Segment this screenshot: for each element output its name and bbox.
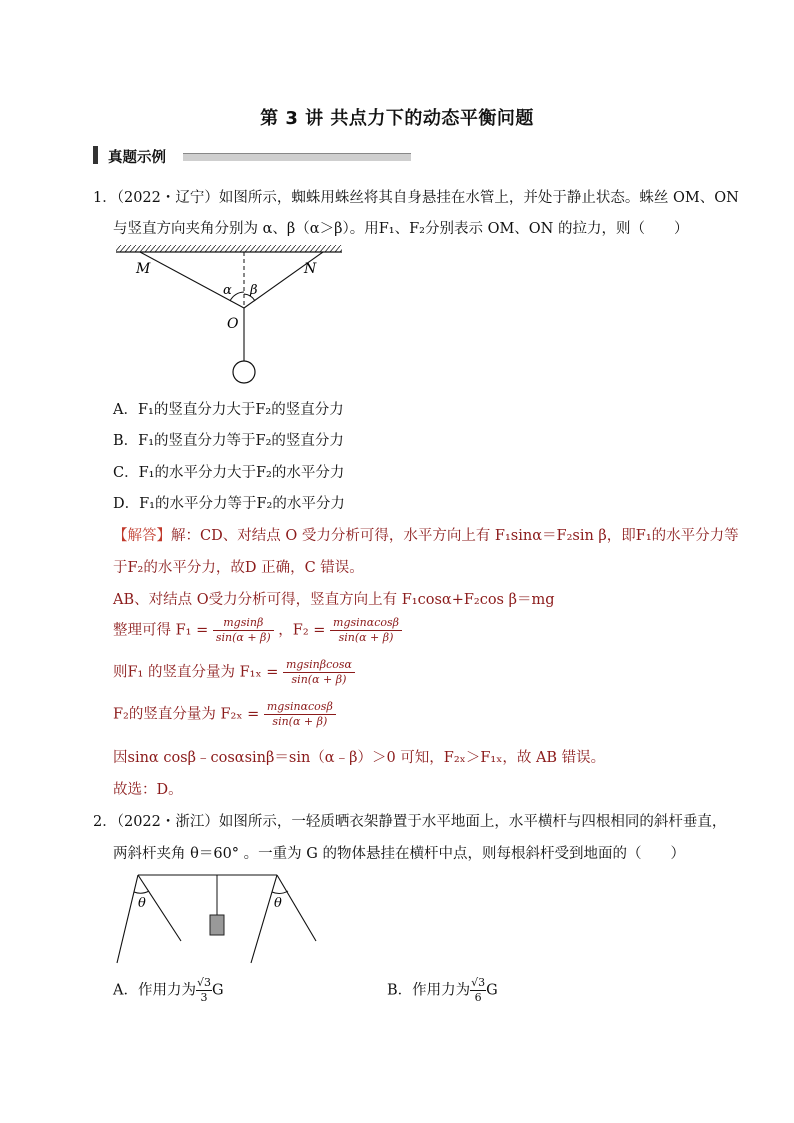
q1-answer-line1: 【解答】解：CD、对结点 O 受力分析可得，水平方向上有 F₁sinα＝F₂sin β，即F₁的水平分力等 (113, 528, 739, 544)
q2-option-a: A．作用力为 $\frac{√3}{3}$ G (113, 976, 224, 1004)
fraction-f1: $\frac{mgsin\beta}{\sin(\alpha + \beta)}$ (213, 616, 274, 645)
label-alpha: α (223, 283, 232, 298)
fraction-f2x: $\frac{mgsin\alpha\cos\beta}{\sin(\alpha + \beta)}$ (264, 700, 336, 729)
q1-answer-line6: F₂的竖直分量为 F₂ₓ = $\frac{mgsin\alpha\cos\beta}{\sin(\alpha + \beta)}$ (113, 700, 336, 729)
q2-stem-line1: 2．（2022・浙江）如图所示，一轻质晒衣架静置于水平地面上，水平横杆与四根相同的斜杆垂直， (93, 814, 727, 830)
q1-option-b: B．F₁的竖直分力等于F₂的竖直分力 (113, 433, 344, 449)
left-leg-outer (117, 875, 138, 963)
q1-option-c: C．F₁的水平分力大于F₂的水平分力 (113, 465, 345, 481)
right-theta-label: θ (274, 896, 282, 911)
section-label: 真题示例 (108, 150, 166, 166)
section-divider (183, 153, 411, 161)
q1-answer-line7: 因sinα cosβ﹣cosαsinβ＝sin（α﹣β）＞0 可知，F₂ₓ＞F₁ₓ，故 AB 错误。 (113, 750, 606, 766)
label-n: N (304, 261, 317, 277)
left-theta-label: θ (138, 896, 146, 911)
label-beta: β (250, 283, 258, 298)
alpha-arc (230, 292, 244, 301)
thread-om (140, 252, 244, 308)
q1-option-a: A．F₁的竖直分力大于F₂的竖直分力 (113, 402, 344, 418)
fraction-sqrt3-over-3: $\frac{√3}{3}$ (196, 976, 211, 1004)
q1-spider-figure (110, 240, 350, 390)
water-pipe (116, 245, 342, 252)
q2-option-b: B．作用力为 $\frac{√3}{6}$ G (387, 976, 498, 1004)
section-marker (93, 146, 98, 164)
hanging-weight (210, 915, 224, 935)
page-title: 第 3 讲 共点力下的动态平衡问题 (260, 108, 534, 129)
label-m: M (136, 261, 151, 277)
answer-tag: 【解答】 (113, 528, 171, 544)
left-theta-arc (134, 891, 149, 893)
q2-stem-line2: 两斜杆夹角 θ＝60° 。一重为 G 的物体悬挂在横杆中点，则每根斜杆受到地面的（ ） (113, 846, 685, 862)
q1-answer-line5: 则F₁ 的竖直分量为 F₁ₓ = $\frac{mgsin\beta\cos\alpha}{\sin(\alpha + \beta)}$ (113, 658, 355, 687)
right-leg-outer (251, 875, 277, 963)
right-theta-arc (272, 891, 288, 893)
fraction-f2: $\frac{mgsin\alpha\cos\beta}{\sin(\alpha + \beta)}$ (330, 616, 402, 645)
q1-stem-line2: 与竖直方向夹角分别为 α、β（α＞β）。用F₁、F₂分别表示 OM、ON 的拉力，则（ ） (113, 221, 689, 237)
q1-answer-line4: 整理可得 F₁ = $\frac{mgsin\beta}{\sin(\alpha + \beta)}$ ，F₂ = $\frac{mgsin\alpha\cos\beta}{\sin(\alpha + \beta)}$ (113, 616, 402, 645)
label-o: O (227, 316, 239, 332)
spider-ball (233, 361, 255, 383)
q2-clothes-rack-figure (110, 868, 330, 968)
fraction-sqrt3-over-6: $\frac{√3}{6}$ (471, 976, 486, 1004)
q1-stem-line1: 1．（2022・辽宁）如图所示，蜘蛛用蛛丝将其自身悬挂在水管上，并处于静止状态。蛛丝 OM、ON (93, 190, 739, 206)
q1-answer-line3: AB、对结点 O受力分析可得，竖直方向上有 F₁cosα+F₂cos β＝mg (113, 592, 555, 608)
right-leg-inner (277, 875, 316, 941)
q1-option-d: D．F₁的水平分力等于F₂的水平分力 (113, 496, 345, 512)
fraction-f1x: $\frac{mgsin\beta\cos\alpha}{\sin(\alpha + \beta)}$ (283, 658, 355, 687)
q1-answer-line8: 故选：D。 (113, 782, 183, 798)
q1-answer-line2: 于F₂的水平分力，故D 正确，C 错误。 (113, 560, 364, 576)
